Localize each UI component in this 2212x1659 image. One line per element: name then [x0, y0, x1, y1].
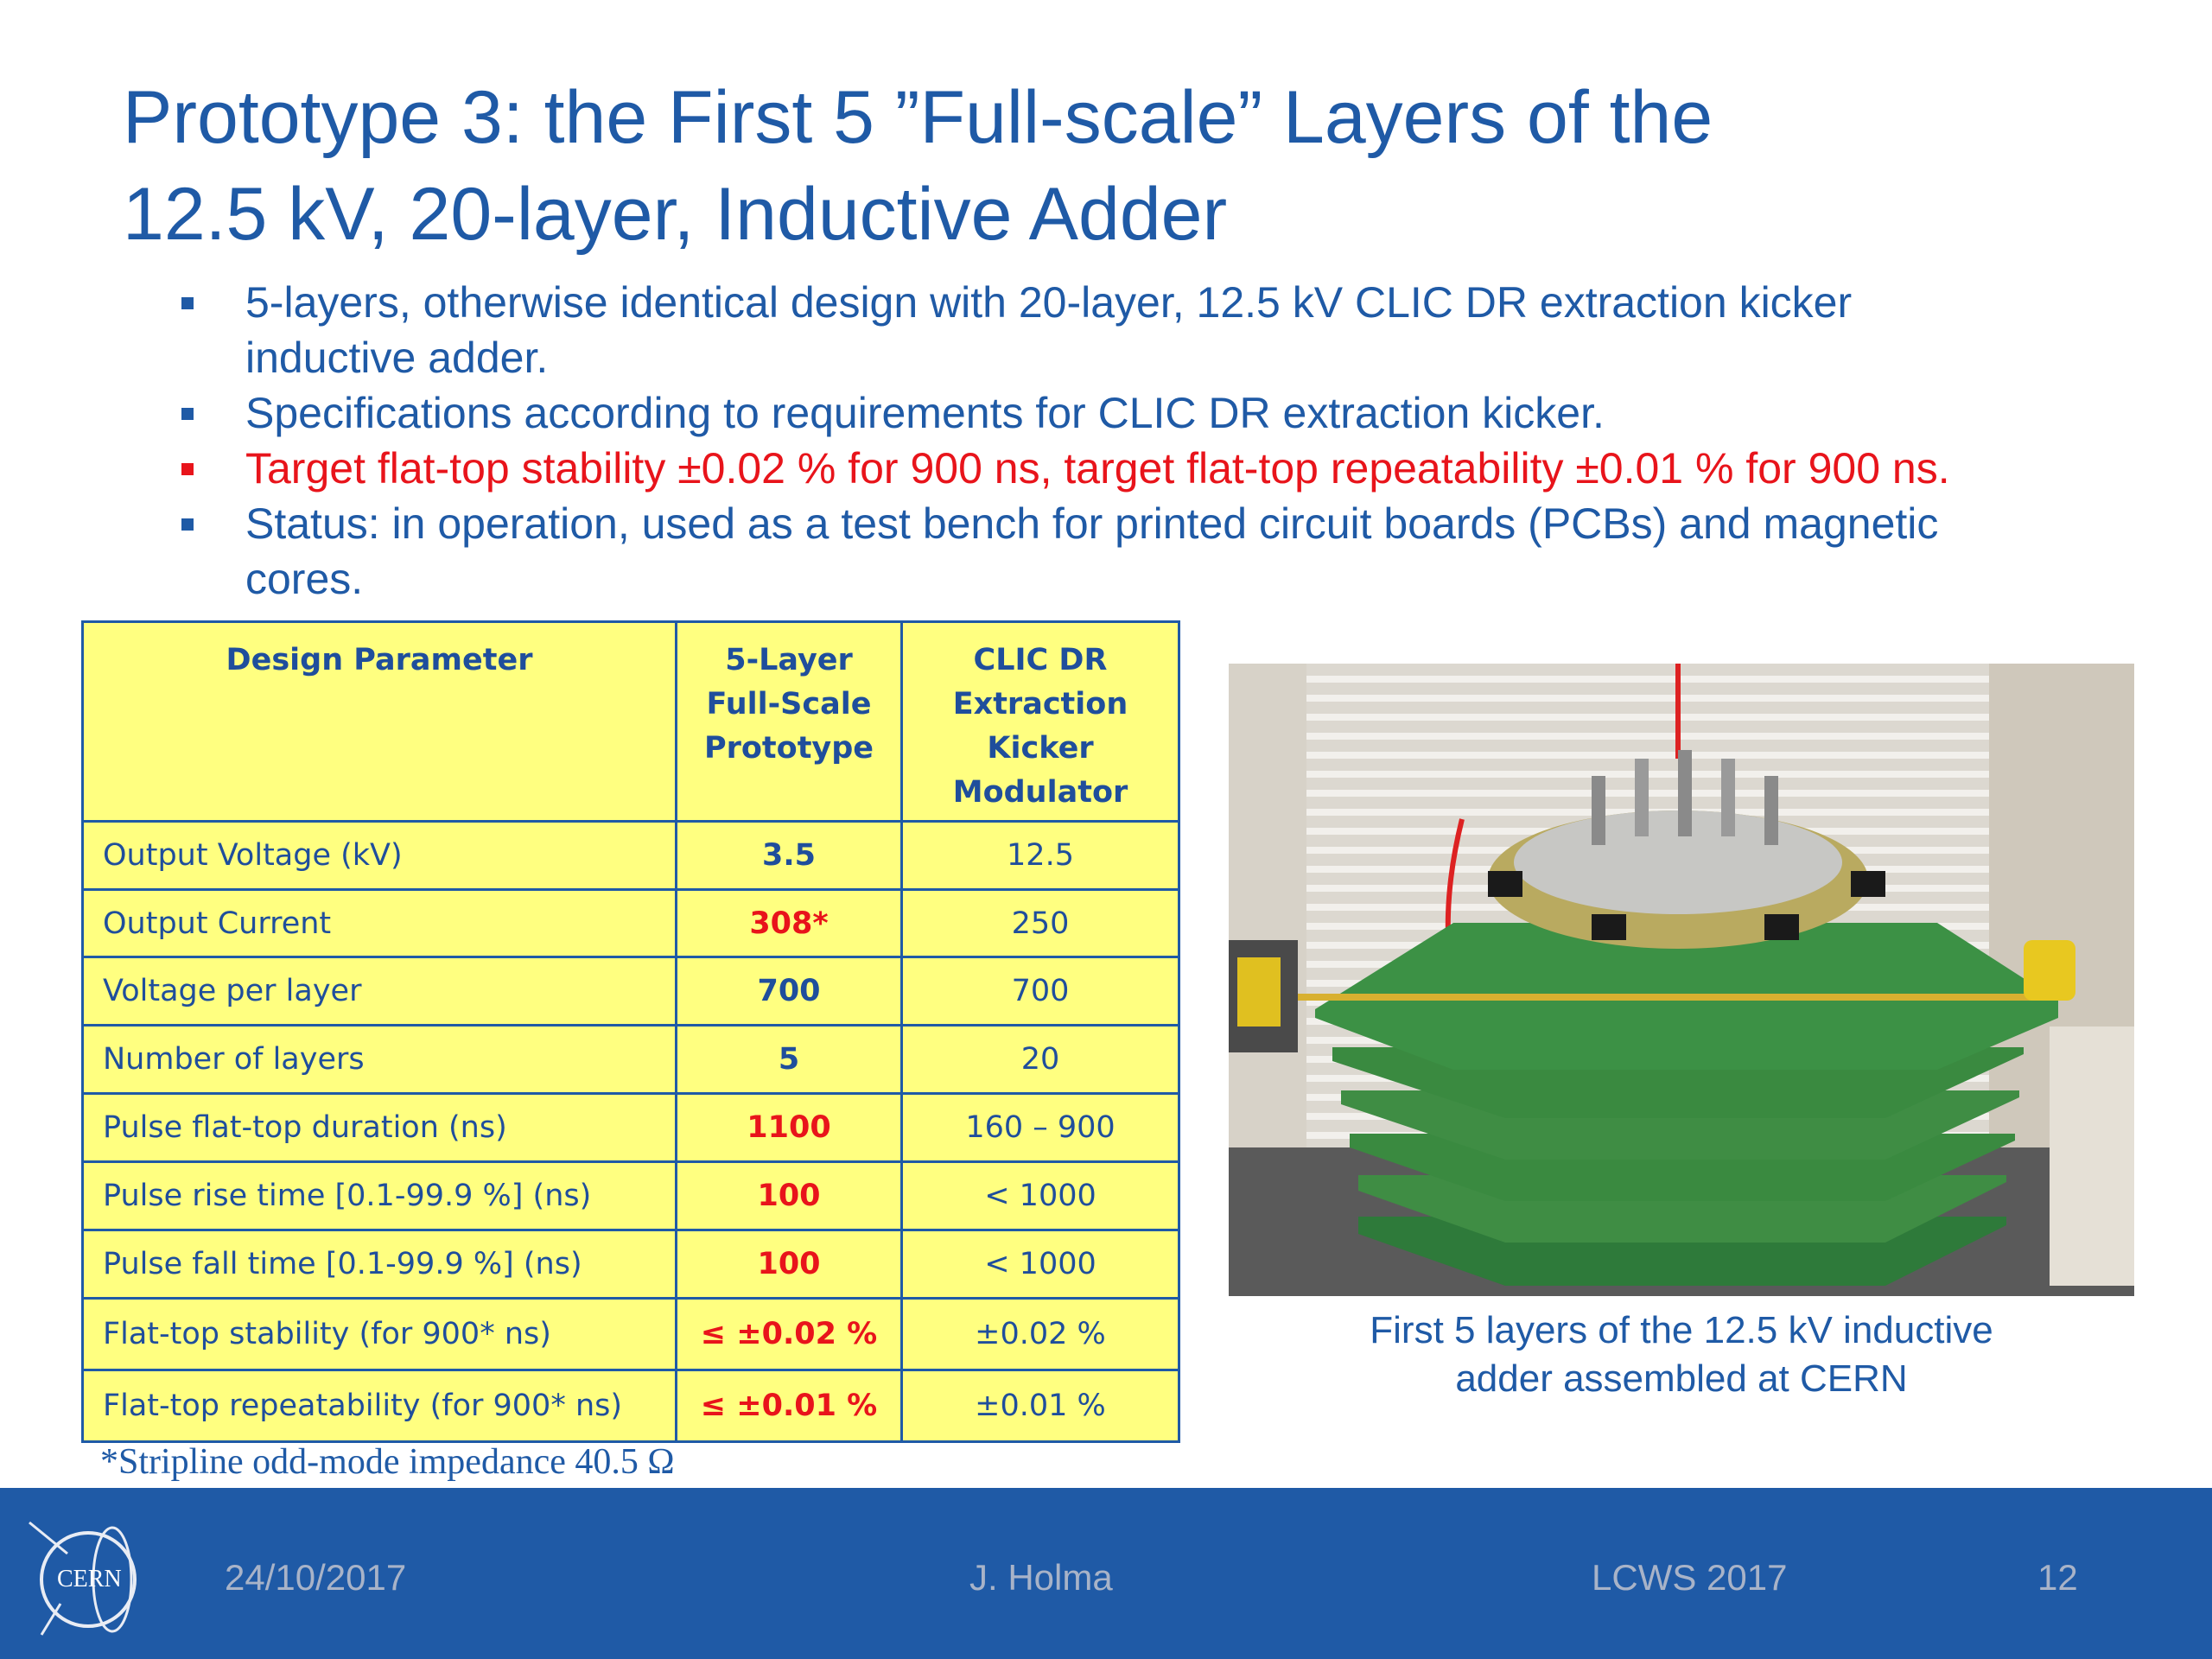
clic-value-cell: 250: [902, 889, 1179, 957]
proto-value-cell: 100: [677, 1162, 902, 1230]
square-bullet-icon: [181, 518, 194, 531]
param-cell: Number of layers: [83, 1026, 677, 1094]
header-text: Prototype: [703, 731, 874, 766]
proto-value-cell: 5: [677, 1026, 902, 1094]
logo-text: CERN: [57, 1566, 122, 1592]
clic-value-cell: < 1000: [902, 1230, 1179, 1299]
param-cell: Output Voltage (kV): [83, 821, 677, 889]
bullet-item-highlight: [181, 441, 2152, 496]
header-text: Design Parameter: [226, 643, 533, 677]
cern-logo: [26, 1514, 156, 1643]
inductive-adder-photo: [1229, 664, 2134, 1296]
clic-value-cell: < 1000: [902, 1162, 1179, 1230]
photo-caption: [1229, 1306, 2134, 1403]
param-cell: Voltage per layer: [83, 957, 677, 1026]
proto-value-cell: 1100: [677, 1094, 902, 1162]
param-cell: Pulse fall time [0.1-99.9 %] (ns): [83, 1230, 677, 1299]
proto-value-cell: 100: [677, 1230, 902, 1299]
header-clic: [902, 622, 1179, 822]
table-row: [83, 821, 1179, 889]
proto-value-cell: ≤ ±0.02 %: [677, 1299, 902, 1370]
inductive-adder-illustration: [1229, 664, 2134, 1296]
bullet-text-line-1: 5-layers, otherwise identical design with 20-layer, 12.5 kV CLIC DR extraction kicker: [245, 278, 1853, 327]
header-text: CLIC DR: [973, 643, 1108, 677]
param-cell: Pulse rise time [0.1-99.9 %] (ns): [83, 1162, 677, 1230]
bullet-text-line-2: cores.: [245, 555, 364, 603]
footer-page-number: 12: [2037, 1557, 2078, 1598]
slide-title: [123, 69, 2110, 263]
proto-value-cell: ≤ ±0.01 %: [677, 1370, 902, 1441]
header-text: Full-Scale: [706, 687, 872, 721]
param-cell: Output Current: [83, 889, 677, 957]
table-row: [83, 1162, 1179, 1230]
header-text: Kicker: [987, 731, 1094, 766]
bullet-text-line-1: Status: in operation, used as a test bench for printed circuit boards (PCBs) and magnetic: [245, 499, 1939, 548]
bullet-text-line-1: Target flat-top stability ±0.02 % for 900 ns, target flat-top repeatability ±0.01 % for 900 ns.: [245, 444, 1950, 493]
proto-value-cell: 308*: [677, 889, 902, 957]
footer-author: J. Holma: [969, 1557, 1113, 1598]
table-row: [83, 957, 1179, 1026]
photo-caption-line-2: adder assembled at CERN: [1455, 1357, 1908, 1400]
header-prototype: [677, 622, 902, 822]
table-row: [83, 1370, 1179, 1441]
header-text: Modulator: [952, 775, 1128, 810]
bullet-text-line-1: Specifications according to requirements for CLIC DR extraction kicker.: [245, 389, 1605, 437]
proto-value-cell: 700: [677, 957, 902, 1026]
bullet-item: [181, 496, 2152, 607]
design-parameter-table: [81, 620, 1180, 1443]
header-text: 5-Layer: [725, 643, 853, 677]
proto-value-cell: 3.5: [677, 821, 902, 889]
square-bullet-icon: [181, 408, 194, 420]
slide-footer: [0, 1488, 2212, 1659]
clic-value-cell: 700: [902, 957, 1179, 1026]
table-row: [83, 1230, 1179, 1299]
square-bullet-icon: [181, 297, 194, 309]
footer-date: 24/10/2017: [225, 1557, 407, 1598]
header-text: Extraction: [952, 687, 1128, 721]
table-row: [83, 1026, 1179, 1094]
square-bullet-icon: [181, 463, 194, 475]
bullet-text-line-2: inductive adder.: [245, 334, 549, 382]
clic-value-cell: 12.5: [902, 821, 1179, 889]
param-cell: Flat-top repeatability (for 900* ns): [83, 1370, 677, 1441]
table-row: [83, 1299, 1179, 1370]
table-footnote: *Stripline odd-mode impedance 40.5 Ω: [100, 1442, 675, 1482]
slide-title-line-1: Prototype 3: the First 5 ”Full-scale” Layers of the: [123, 76, 1713, 159]
bullet-item: [181, 275, 2152, 385]
param-cell: Pulse flat-top duration (ns): [83, 1094, 677, 1162]
table-row: [83, 889, 1179, 957]
clic-value-cell: ±0.02 %: [902, 1299, 1179, 1370]
clic-value-cell: 160 – 900: [902, 1094, 1179, 1162]
bullet-item: [181, 385, 2152, 441]
clic-value-cell: 20: [902, 1026, 1179, 1094]
param-cell: Flat-top stability (for 900* ns): [83, 1299, 677, 1370]
clic-value-cell: ±0.01 %: [902, 1370, 1179, 1441]
footer-event: LCWS 2017: [1592, 1557, 1788, 1598]
table-row: [83, 1094, 1179, 1162]
table-header-row: [83, 622, 1179, 822]
photo-caption-line-1: First 5 layers of the 12.5 kV inductive: [1370, 1309, 1993, 1351]
header-design-parameter: [83, 622, 677, 822]
bullet-list: [181, 275, 2152, 607]
slide-title-line-2: 12.5 kV, 20-layer, Inductive Adder: [123, 173, 1228, 256]
